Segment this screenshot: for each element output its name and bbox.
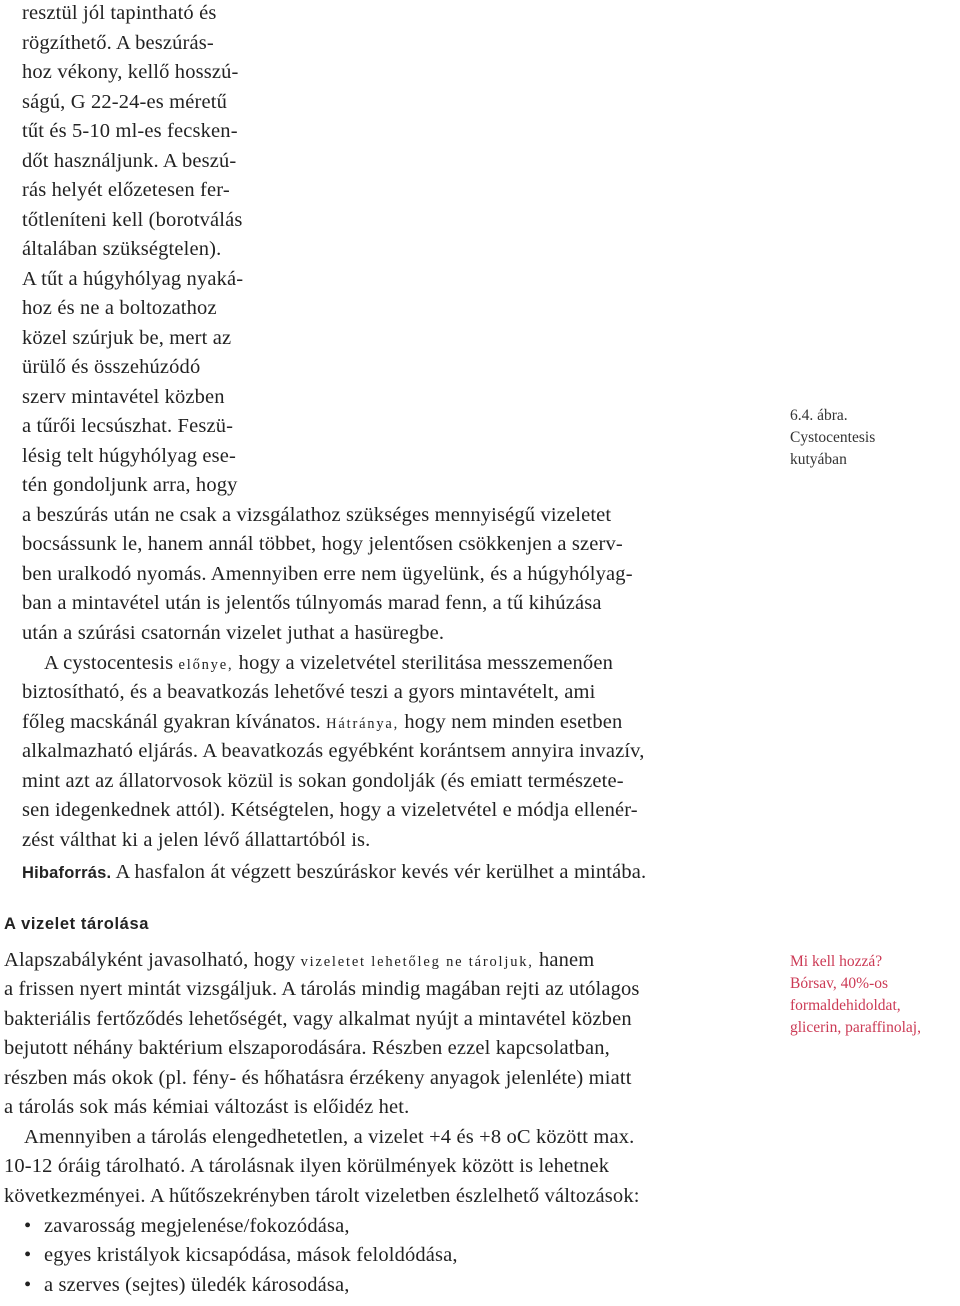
caption-subtitle: kutyában (790, 451, 847, 468)
text-run: A cystocentesis (44, 652, 179, 674)
text-line: resztül jól tapintható és (22, 2, 217, 24)
text-line: ürülő és összehúzódó (22, 356, 201, 378)
text-line: tűt és 5-10 ml-es fecsken- (22, 120, 238, 142)
text-line: alkalmazható eljárás. A beavatkozás egyébként korántsem annyira invazív, (22, 740, 645, 762)
bullet-icon: • (24, 1244, 32, 1266)
margin-note-line: glicerin, paraffinolaj, (790, 1019, 921, 1036)
text-line (22, 707, 622, 737)
margin-note-line: formaldehidoldat, (790, 997, 901, 1014)
emphasis-disadvantage: Hátránya, (326, 716, 400, 732)
emphasis-advantage: előnye, (178, 657, 234, 673)
text-line: Amennyiben a tárolás elengedhetetlen, a vizelet +4 és +8 oC között max. (24, 1126, 635, 1148)
caption-title: Cystocentesis (790, 429, 876, 446)
list-item (24, 1211, 350, 1241)
text-line: következményei. A hűtőszekrényben tárolt vizeletben észlelhető változások: (4, 1185, 640, 1207)
text-line: hoz vékony, kellő hosszú- (22, 61, 239, 83)
list-item-text: a szerves (sejtes) üledék károsodása, (44, 1274, 350, 1296)
text-line: bejutott néhány baktérium elszaporodására. Részben ezzel kapcsolatban, (4, 1037, 610, 1059)
caption-number: 6.4. ábra. (790, 407, 848, 424)
bullet-icon: • (24, 1274, 32, 1296)
text-line: a frissen nyert mintát vizsgáljuk. A tárolás mindig magában rejti az utólagos (4, 978, 640, 1000)
text-line: dőt használjunk. A beszú- (22, 150, 237, 172)
text-run: hogy a vizeletvétel sterilitása messzemenően (233, 652, 613, 674)
text-line: tén gondoljunk arra, hogy (22, 474, 238, 496)
text-run: Alapszabályként javasolható, hogy (4, 949, 301, 971)
margin-note (790, 951, 921, 1039)
text-line: A tűt a húgyhólyag nyaká- (22, 268, 244, 290)
margin-note-line: Bórsav, 40%-os (790, 975, 889, 992)
text-line: a beszúrás után ne csak a vizsgálathoz szükséges mennyiségű vizeletet (22, 504, 612, 526)
text-line (4, 945, 594, 975)
text-line: részben más okok (pl. fény- és hőhatásra érzékeny anyagok jelenléte) miatt (4, 1067, 632, 1089)
text-line: bocsássunk le, hanem annál többet, hogy jelentősen csökkenjen a szerv- (22, 533, 623, 555)
list-item-text: egyes kristályok kicsapódása, mások feloldódása, (44, 1244, 458, 1266)
text-run: hanem (533, 949, 595, 971)
text-line: a tűrői lecsúszhat. Feszü- (22, 415, 234, 437)
text-line: közel szúrjuk be, mert az (22, 327, 232, 349)
text-line: ban a mintavétel után is jelentős túlnyomás marad fenn, a tű kihúzása (22, 592, 602, 614)
text-line: sen idegenkednek attól). Kétségtelen, hogy a vizeletvétel e módja ellenér- (22, 799, 638, 821)
text-line: tőtleníteni kell (borotválás (22, 209, 243, 231)
text-run: hogy nem minden esetben (399, 711, 623, 733)
text-line: biztosítható, és a beavatkozás lehetővé teszi a gyors mintavételt, ami (22, 681, 596, 703)
text-line: zést válthat ki a jelen lévő állattartóból is. (22, 829, 371, 851)
error-source-text: A hasfalon át végzett beszúráskor kevés vér kerülhet a mintába. (111, 861, 647, 883)
text-line: rás helyét előzetesen fer- (22, 179, 230, 201)
text-line: a tárolás sok más kémiai változást is előidéz het. (4, 1096, 410, 1118)
text-line (44, 648, 613, 678)
list-item-text: zavarosság megjelenése/fokozódása, (44, 1215, 350, 1237)
text-line: után a szúrási csatornán vizelet juthat a hasüregbe. (22, 622, 445, 644)
text-line: mint azt az állatorvosok közül is sokan gondolják (és emiatt természete- (22, 770, 624, 792)
error-source-line (22, 857, 646, 887)
text-line: hoz és ne a boltozathoz (22, 297, 217, 319)
error-source-label: Hibaforrás. (22, 864, 112, 882)
text-line: ságú, G 22-24-es méretű (22, 91, 227, 113)
figure-caption (790, 405, 875, 471)
text-line: lésig telt húgyhólyag ese- (22, 445, 236, 467)
text-line: bakteriális fertőződés lehetőségét, vagy alkalmat nyújt a mintavétel közben (4, 1008, 632, 1030)
text-line: szerv mintavétel közben (22, 386, 225, 408)
text-line: általában szükségtelen). (22, 238, 222, 260)
bullet-icon: • (24, 1215, 32, 1237)
section-heading: A vizelet tárolása (4, 915, 149, 933)
text-line: ben uralkodó nyomás. Amennyiben erre nem ügyelünk, és a húgyhólyag- (22, 563, 633, 585)
list-item (24, 1270, 350, 1300)
list-item (24, 1240, 458, 1270)
text-run: főleg macskánál gyakran kívánatos. (22, 711, 327, 733)
margin-note-title: Mi kell hozzá? (790, 953, 883, 970)
emphasis-rule: vizeletet lehetőleg ne tároljuk, (300, 954, 534, 970)
text-line: rögzíthető. A beszúrás- (22, 32, 214, 54)
text-line: 10-12 óráig tárolható. A tárolásnak ilyen körülmények között is lehetnek (4, 1155, 610, 1177)
